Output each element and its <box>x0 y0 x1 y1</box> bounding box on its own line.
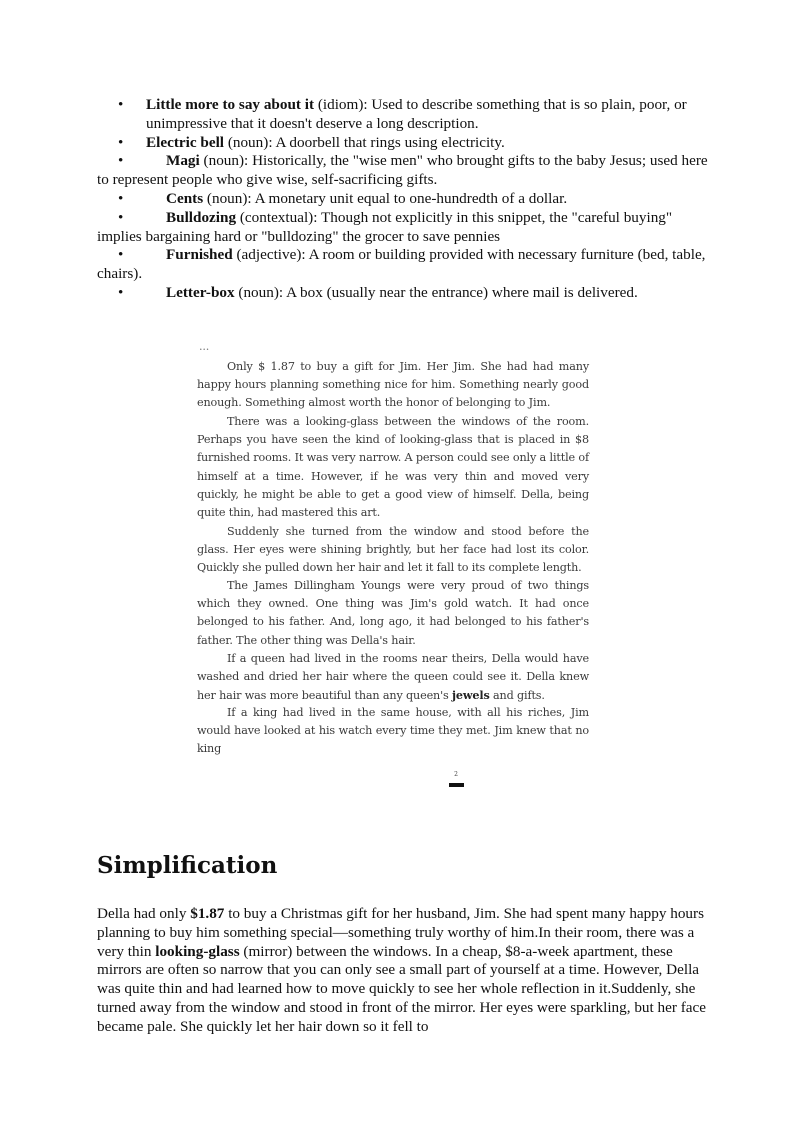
vocab-pos: (idiom) <box>317 96 364 113</box>
vocab-pos: (contextual) <box>239 208 314 226</box>
bullet: • <box>118 283 124 301</box>
vocab-term: Cents <box>166 189 204 207</box>
simplification-paragraph <box>97 905 709 1037</box>
scan-paragraph <box>197 650 589 706</box>
bold-term: looking-glass <box>155 942 240 960</box>
bullet: • <box>118 133 124 151</box>
vocab-definition: : Historically, the "wise men" who brought gifts to the baby Jesus; used here to represent people who give wise, self-sacrificing gifts. <box>97 152 708 189</box>
vocab-definition: : A box (usually near the entrance) where mail is delivered. <box>278 283 638 301</box>
bullet: • <box>118 96 124 113</box>
vocab-term: Furnished <box>166 246 233 264</box>
bullet: • <box>118 208 124 226</box>
cut-off-line: ... <box>199 340 210 353</box>
text-run: Della had only <box>97 905 191 922</box>
scan-paragraph: Only $ 1.87 to buy a gift for Jim. Her Jim. She had had many happy hours planning something nice for him. Something nearly good enough. Something almost worth the honor of belonging to Jim. <box>197 360 589 410</box>
vocab-definition: : A monetary unit equal to one-hundredth of a dollar. <box>247 189 568 207</box>
page-marker-bar <box>449 783 464 787</box>
vocab-definition: : Though not explicitly in this snippet, the "careful buying" implies bargaining hard or "bulldozing" the grocer to save pennies <box>97 208 673 245</box>
vocab-item-letter-box <box>97 284 709 303</box>
vocab-term: Magi <box>166 152 200 170</box>
vocab-item-furnished <box>97 246 709 284</box>
vocab-item-bulldozing <box>97 209 709 247</box>
text-run: to buy a Christmas gift for her husband, Jim. She had spent many happy hours planning to buy him something special—something truly worthy of him.In their room, there was a very thin <box>97 905 704 960</box>
vocab-item-little-more <box>97 96 709 134</box>
scan-paragraph: There was a looking-glass between the windows of the room. Perhaps you have seen the kind of looking-glass that is placed in $8 furnished rooms. It was very narrow. A person could see only a little of himself at a time. However, if he was very thin and moved very quickly, he might be able to get a good view of himself. Della, being quite thin, had mastered this art. <box>197 415 589 520</box>
scanned-book-page <box>195 338 595 798</box>
vocabulary-list <box>97 96 709 303</box>
bullet: • <box>118 152 124 170</box>
vocab-pos: (noun) <box>238 283 279 301</box>
vocab-term: Electric bell <box>146 133 225 151</box>
bullet: • <box>118 246 124 264</box>
vocab-definition: : Used to describe something that is so plain, poor, or unimpressive that it doesn't deserve a long description. <box>146 96 687 132</box>
scan-paragraph: If a king had lived in the same house, with all his riches, Jim would have looked at his watch every time they met. Jim knew that no king <box>197 706 589 756</box>
vocab-item-magi <box>97 152 709 190</box>
vocab-pos: (noun) <box>227 133 269 151</box>
scan-paragraph: The James Dillingham Youngs were very proud of two things which they owned. One thing was Jim's gold watch. It had once belonged to his father. And, long ago, it had belonged to his father's father. The other thing was Della's hair. <box>197 579 589 647</box>
vocab-item-cents <box>97 190 709 209</box>
scan-bold-word: jewels <box>452 688 490 703</box>
bullet: • <box>118 189 124 207</box>
vocab-term: Letter-box <box>166 283 235 301</box>
vocab-pos: (noun) <box>203 152 245 170</box>
scan-page-number: 2 <box>454 771 458 778</box>
text-run: (mirror) between the windows. In a cheap, $8-a-week apartment, these mirrors are often so narrow that you can only see a small part of yourself at a time. However, Della was quite thin and had learned how to move quickly to see her whole reflection in it.Suddenly, she turned away from the window and stood in front of the mirror. Her eyes were sparkling, but her face became pale. She quickly let her hair down so it fell to <box>97 942 706 1035</box>
vocab-term: Little more to say about it <box>146 96 315 113</box>
vocab-definition: : A room or building provided with necessary furniture (bed, table, chairs). <box>97 246 706 283</box>
vocab-term: Bulldozing <box>166 208 237 226</box>
scan-text: and gifts. <box>489 689 545 703</box>
vocab-item-electric-bell <box>97 134 709 153</box>
vocab-definition: : A doorbell that rings using electricity. <box>268 133 505 151</box>
section-heading: Simplification <box>97 852 278 879</box>
scan-text: If a queen had lived in the rooms near theirs, Della would have washed and dried her hair where the queen could see it. Della knew her hair was more beautiful than any queen's <box>197 652 589 703</box>
bold-amount: $1.87 <box>190 905 225 922</box>
vocab-pos: (adjective) <box>236 246 302 264</box>
scan-paragraph: Suddenly she turned from the window and stood before the glass. Her eyes were shining brightly, but her face had lost its color. Quickly she pulled down her hair and let it fall to its complete length. <box>197 525 589 575</box>
vocab-pos: (noun) <box>206 189 248 207</box>
